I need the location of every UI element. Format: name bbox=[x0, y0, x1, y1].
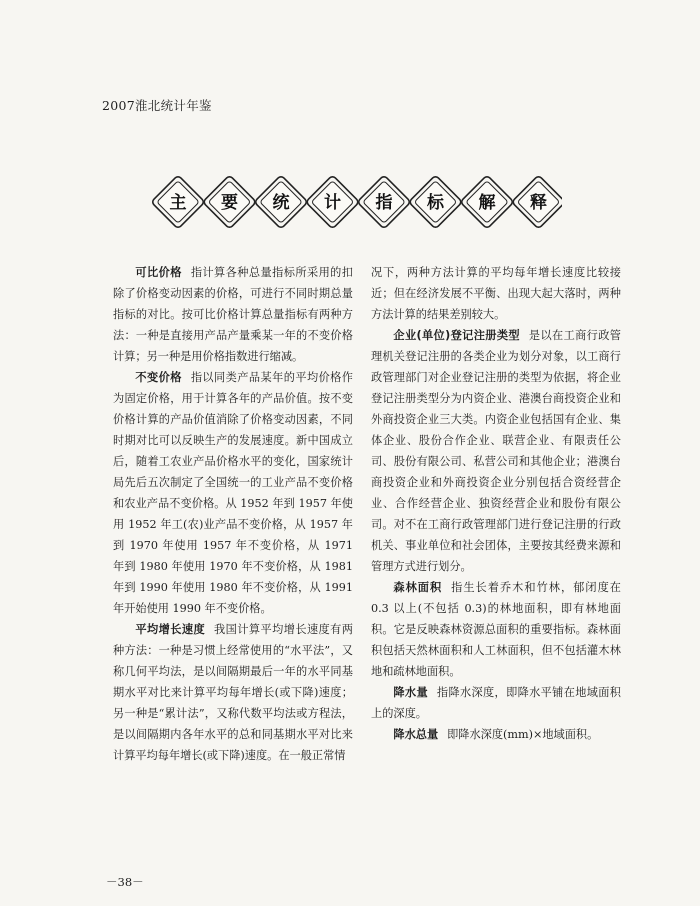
title-char: 释 bbox=[530, 193, 547, 213]
yearbook-header: 2007淮北统计年鉴 bbox=[102, 98, 212, 113]
term-definition: 指生长着乔木和竹林，郁闭度在 0.3 以上(不包括 0.3)的林地面积，即有林地面积。它是反映森林资源总面积的重要指标。森林面积包括天然林面积和人工林面积，但不包括灌木林地和疏林地面积。 bbox=[371, 581, 621, 678]
term-label: 不变价格 bbox=[135, 371, 182, 384]
entry-continuation bbox=[371, 262, 621, 325]
term-definition: 我国计算平均增长速度有两种方法：一种是习惯上经常使用的“水平法”，又称几何平均法，是以间隔期最后一年的水平同基期水平对比来计算平均每年增长(或下降)速度；另一种是“累计法”，又称代数平均法或方程法，是以间隔期内各年水平的总和同基期水平对比来计算平均每年增长(或下降)速度。在一般正常情 bbox=[113, 623, 353, 762]
entry-total-precipitation bbox=[371, 724, 621, 745]
term-label: 降水量 bbox=[393, 686, 428, 699]
title-char-badge bbox=[152, 175, 205, 229]
title-char: 统 bbox=[272, 193, 290, 213]
title-char-badge bbox=[357, 175, 411, 229]
term-definition: 指以同类产品某年的平均价格作为固定价格，用于计算各年的产品价值。按不变价格计算的产品价值消除了价格变动因素，不同时期对比可以反映生产的发展速度。新中国成立后，随着工农业产品价格水平的变化，国家统计局先后五次制定了全国统一的工业产品不变价格和农业产品不变价格。从 1952 年到 1957 年使用 1952 年工(农)业产品不变价格，从 1957 年到 1970 年使用 1957 年不变价格，从 1971 年到 1980 年使用 1970 年不变价格，从 1981 年到 1990 年使用 1980 年不变价格，从 1991 年开始使用 1990 年不变价格。 bbox=[113, 371, 353, 615]
title-char-badge bbox=[409, 175, 463, 229]
title-banner bbox=[152, 172, 562, 232]
entry-average-growth-rate bbox=[113, 619, 353, 766]
entry-forest-area bbox=[371, 577, 621, 682]
title-char: 要 bbox=[221, 193, 238, 213]
title-char-badge bbox=[512, 175, 562, 229]
title-char: 主 bbox=[169, 193, 187, 213]
term-definition: 指降水深度，即降水平铺在地域面积上的深度。 bbox=[371, 686, 621, 720]
left-column bbox=[113, 262, 353, 766]
term-definition: 况下，两种方法计算的平均每年增长速度比较接近；但在经济发展不平衡、出现大起大落时，两种方法计算的结果差别较大。 bbox=[371, 266, 621, 321]
term-label: 平均增长速度 bbox=[135, 623, 206, 636]
entry-registration-type bbox=[371, 325, 621, 577]
section-title bbox=[152, 172, 562, 232]
title-char-badge bbox=[306, 175, 360, 229]
term-label: 企业(单位)登记注册类型 bbox=[393, 329, 520, 342]
title-char: 解 bbox=[478, 193, 496, 213]
title-char: 计 bbox=[324, 193, 341, 213]
title-char: 标 bbox=[427, 193, 444, 213]
term-definition: 即降水深度(mm)×地域面积。 bbox=[447, 728, 599, 741]
term-label: 森林面积 bbox=[393, 581, 443, 594]
title-char-badge bbox=[460, 175, 514, 229]
title-char: 指 bbox=[375, 193, 393, 213]
entry-constant-price bbox=[113, 367, 353, 619]
term-definition: 是以在工商行政管理机关登记注册的各类企业为划分对象，以工商行政管理部门对企业登记注册的类型为依据，将企业登记注册类型分为内资企业、港澳台商投资企业和外商投资企业三大类。内资企业包括国有企业、集体企业、股份合作企业、联营企业、有限责任公司、股份有限公司、私营公司和其他企业；港澳台商投资企业和外商投资企业分别包括合资经营企业、合作经营企业、独资经营企业和股份有限公司。对不在工商行政管理部门进行登记注册的行政机关、事业单位和社会团体，主要按其经费来源和管理方式进行划分。 bbox=[371, 329, 621, 573]
term-label: 可比价格 bbox=[135, 266, 182, 279]
page-number: －38－ bbox=[106, 875, 144, 889]
entry-comparable-price bbox=[113, 262, 353, 367]
title-char-badge bbox=[254, 175, 308, 229]
right-column bbox=[371, 262, 621, 745]
title-char-badge bbox=[203, 175, 257, 229]
term-label: 降水总量 bbox=[393, 728, 439, 741]
term-definition: 指计算各种总量指标所采用的扣除了价格变动因素的价格，可进行不同时期总量指标的对比。按可比价格计算总量指标有两种方法：一种是直接用产品产量乘某一年的不变价格计算；另一种是用价格指数进行缩减。 bbox=[113, 266, 353, 363]
entry-precipitation bbox=[371, 682, 621, 724]
